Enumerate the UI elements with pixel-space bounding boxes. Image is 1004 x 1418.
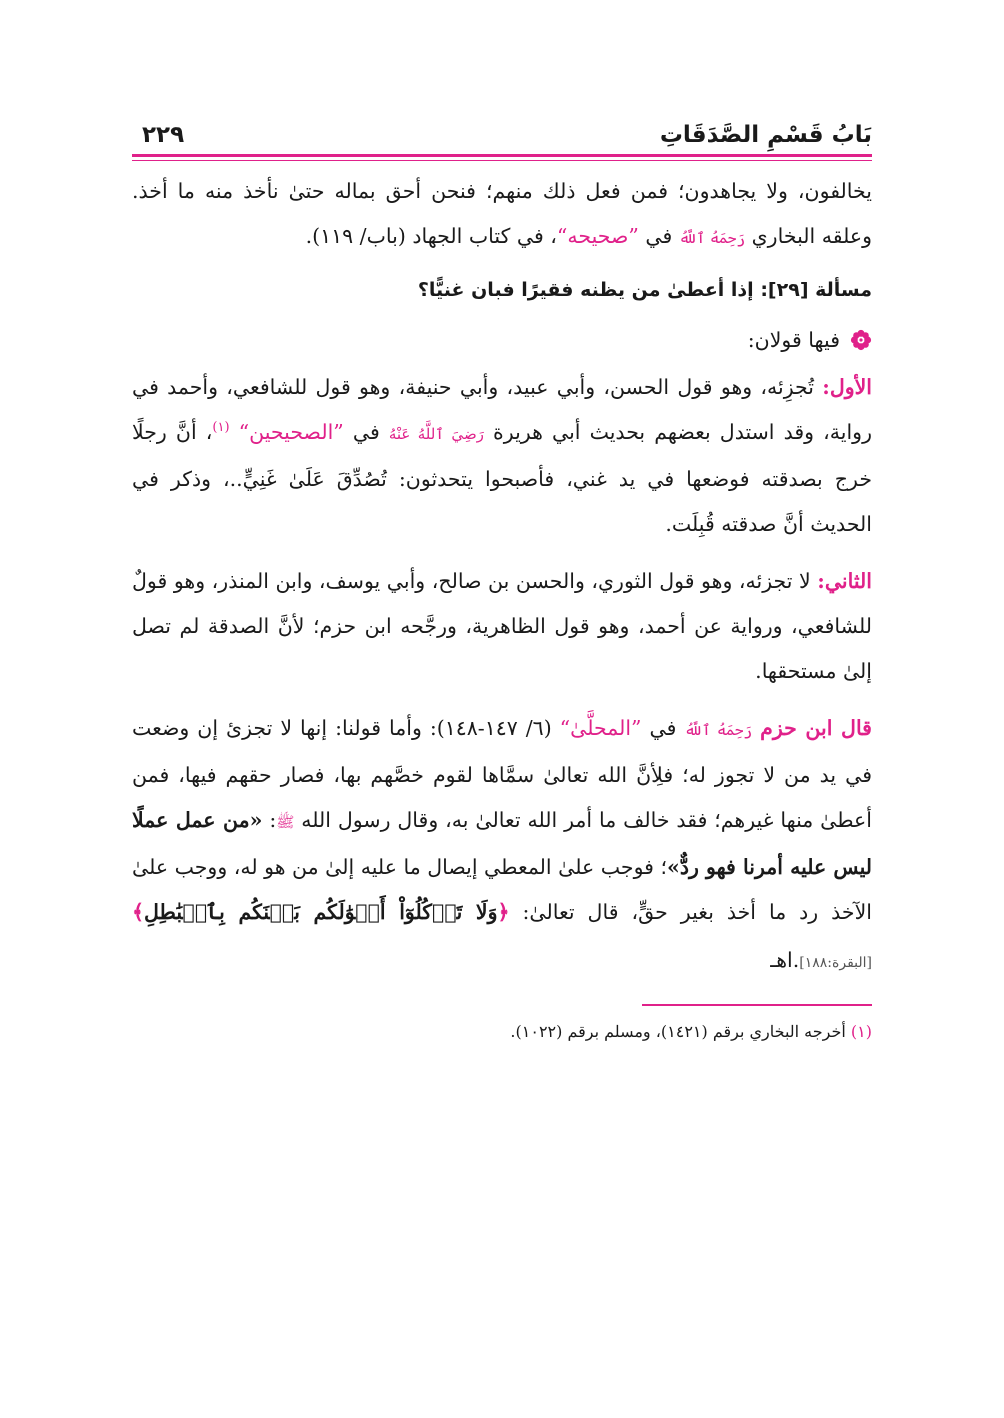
source-title: ”صحيحه“ xyxy=(556,224,639,248)
source-title: ”الصحيحين“ xyxy=(238,420,344,444)
salutation-symbol: ﷺ xyxy=(276,813,295,831)
header-rule-thick xyxy=(132,154,872,157)
ibn-hazm-label: قال ابن حزم xyxy=(760,716,872,740)
footnote xyxy=(132,1016,872,1048)
footnote-ref[interactable]: (١) xyxy=(212,420,230,436)
issue-heading xyxy=(132,265,872,315)
footnote-text: أخرجه البخاري برقم (١٤٢١)، ومسلم برقم (١٠٢٢). xyxy=(510,1022,851,1041)
footnote-number: (١) xyxy=(850,1022,872,1041)
page-header xyxy=(132,100,872,148)
honorific-symbol: رَحِمَهُ ٱللَّهُ xyxy=(684,721,753,739)
page-number: ٢٢٩ xyxy=(142,122,185,148)
intro-paragraph: يخالفون، ولا يجاهدون؛ فمن فعل ذلك منهم؛ فنحن أحق بماله حتىٰ نأخذ منه ما أخذ. وعلقه البخاري رَحِمَهُ ٱللَّهُ في ”صحيحه“، في كتاب الجهاد (باب/ ١١٩). xyxy=(132,179,872,248)
header-rule-thin xyxy=(132,160,872,161)
opinions-count-text: فيها قولان: xyxy=(747,328,840,352)
quran-bracket-close: ﴾ xyxy=(132,900,145,924)
quran-verse: وَلَا تَأۡكُلُوٓاْ أَمۡوَٰلَكُم بَيۡنَكُم بِٱلۡبَٰطِلِ xyxy=(144,900,498,924)
issue-question: إذا أعطىٰ من يظنه فقيرًا فبان غنيًّا؟ xyxy=(417,279,761,301)
footnote-divider xyxy=(642,1004,872,1006)
first-opinion-label: الأول: xyxy=(822,375,872,399)
honorific-symbol: رَحِمَهُ ٱللَّهُ xyxy=(678,229,746,247)
ibn-hazm-quote: قال ابن حزم رَحِمَهُ ٱللَّهُ في ”المحلَّىٰ“ (٦/ ١٤٧-١٤٨): وأما قولنا: إنها لا تجزئ إن وضعت في يد من لا تجوز له؛ فلِأنَّ الله تعالىٰ سمَّاها لقوم خصَّهم بها، فصار حقهم فيها، فمن أعطىٰ منها غيرهم؛ فقد خالف ما أمر الله تعالىٰ به، وقال رسول الله ﷺ: «من عمل عملًا ليس عليه أمرنا فهو ردٌّ»؛ فوجب علىٰ المعطي إيصال ما عليه إلىٰ من هو له، ووجب علىٰ الآخذ رد ما أخذ بغير حقٍّ، قال تعالىٰ: ﴿وَلَا تَأۡكُلُوٓاْ أَمۡوَٰلَكُم بَيۡنَكُم بِٱلۡبَٰطِلِ﴾ [البقرة:١٨٨].اهـ xyxy=(132,716,872,972)
first-opinion: الأول: تُجزِئه، وهو قول الحسن، وأبي عبيد، وأبي حنيفة، وهو قول للشافعي، وأحمد في رواية، وقد استدل بعضهم بحديث أبي هريرة رَضِيَ ٱللَّهُ عَنْهُ في ”الصحيحين“ $^{(١)}$، أنَّ رجلًا خرج بصدقته فوضعها في يد غني، فأصبحوا يتحدثون: تُصُدِّقَ عَلَىٰ غَنِيٍّ..، وذكر في الحديث أنَّ صدقته قُبِلَت. xyxy=(132,375,872,536)
honorific-symbol: رَضِيَ ٱللَّهُ عَنْهُ xyxy=(388,425,484,443)
chapter-title: بَابُ قَسْمِ الصَّدَقَاتِ xyxy=(659,122,872,148)
second-opinion-label: الثاني: xyxy=(817,569,872,593)
flower-ornament-icon xyxy=(850,329,872,351)
quran-bracket-open: ﴿ xyxy=(497,900,510,924)
book-page xyxy=(132,100,872,1048)
issue-label: مسألة [٢٩]: xyxy=(760,279,872,301)
page-body xyxy=(132,169,872,986)
quran-reference: [البقرة:١٨٨] xyxy=(799,955,872,971)
source-title: ”المحلَّىٰ“ xyxy=(559,716,642,740)
hadith-text: «من عمل عملًا ليس عليه أمرنا فهو ردٌّ» xyxy=(132,808,872,879)
second-opinion: الثاني: لا تجزئه، وهو قول الثوري، والحسن بن صالح، وأبي يوسف، وابن المنذر، وهو قولٌ للشافعي، ورواية عن أحمد، وهو قول الظاهرية، ورجَّحه ابن حزم؛ لأنَّ الصدقة لم تصل إلىٰ مستحقها. xyxy=(132,569,872,683)
opinions-intro xyxy=(132,315,872,365)
